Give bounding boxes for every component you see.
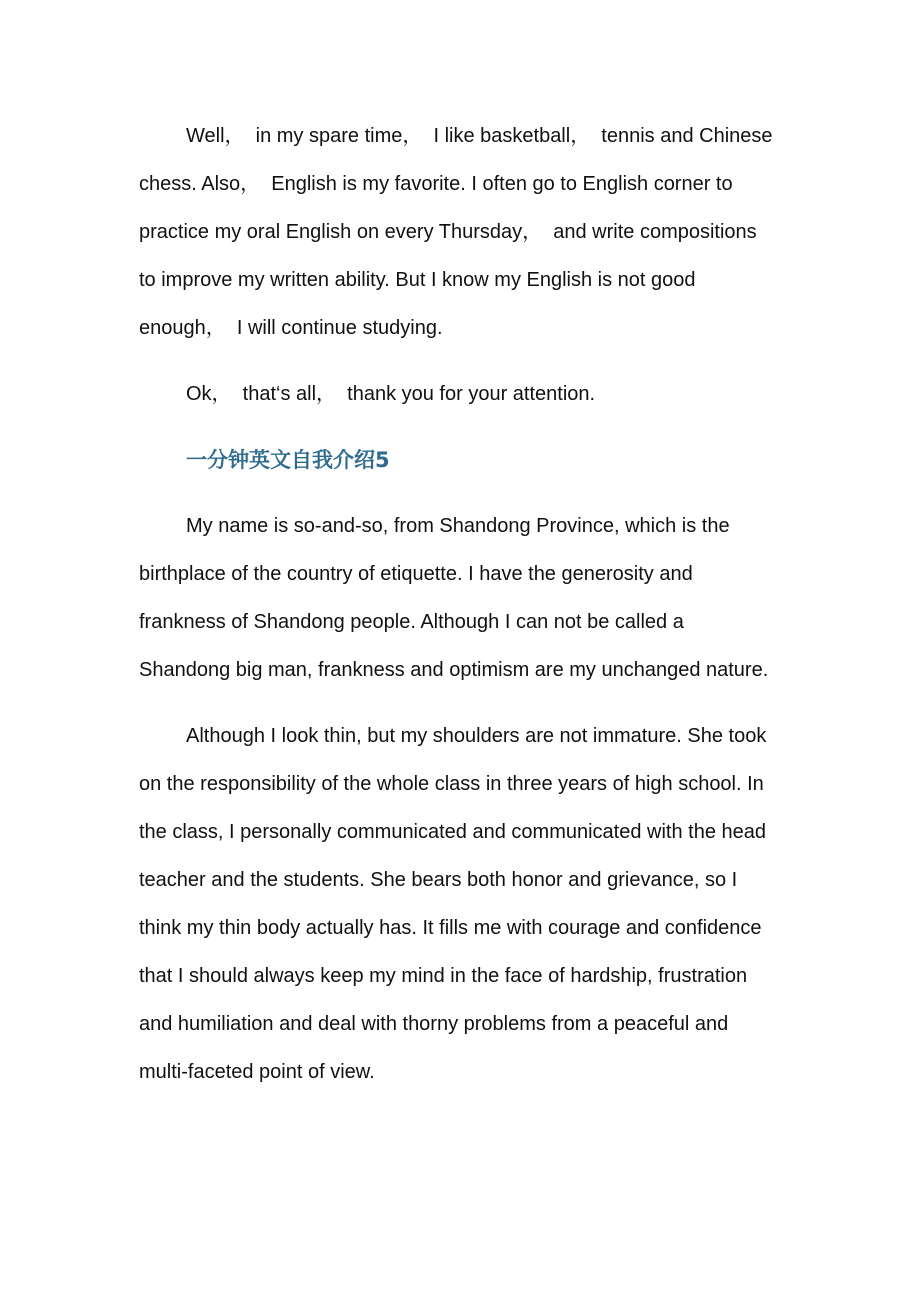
- section-heading: 一分钟英文自我介绍5: [186, 448, 390, 472]
- paragraph-responsibility: Although I look thin, but my shoulders are not immature. She took on the responsibility of the whole class in three years of high school. In the class, I personally communicated and communicated with the head teacher and the students. She bears both honor and grievance, so I think my thin body actually has. It fills me with courage and confidence that I should always keep my mind in the face of hardship, frustration and humiliation and deal with thorny problems from a peaceful and multi-faceted point of view.: [139, 725, 772, 1083]
- paragraph-introduction: My name is so-and-so, from Shandong Province, which is the birthplace of the country of etiquette. I have the generosity and frankness of Shandong people. Although I can not be called a Shandong big man, frankness and optimism are my unchanged nature.: [139, 515, 769, 681]
- paragraph-closing: Ok， that‘s all， thank you for your attention.: [186, 383, 596, 405]
- document-body: [139, 112, 779, 1114]
- paragraph-hobbies: Well， in my spare time， I like basketball， tennis and Chinese chess. Also， English is my favorite. I often go to English corner to practice my oral English on every Thursday， and write compositions to improve my written ability. But I know my English is not good enough， I will continue studying.: [139, 125, 779, 339]
